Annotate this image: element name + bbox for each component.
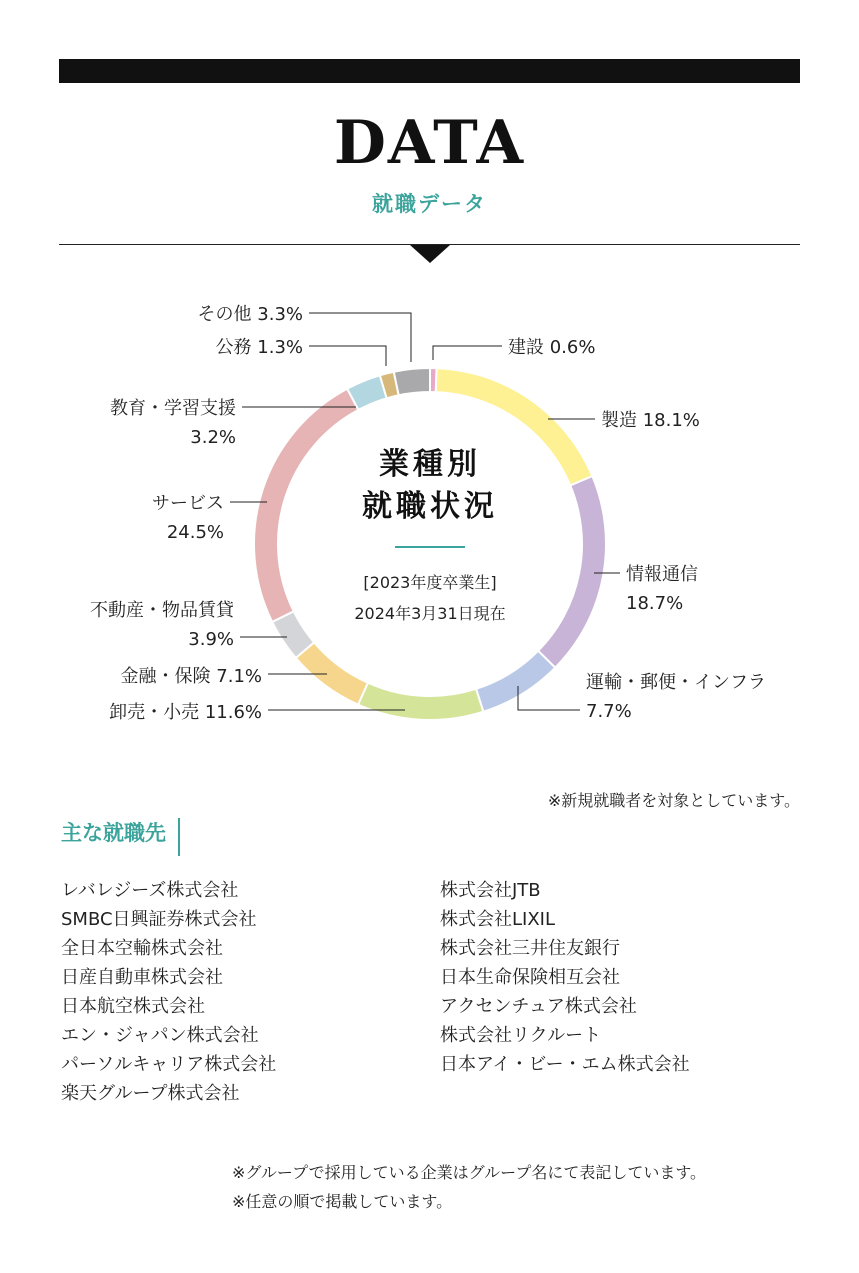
slice-7 [254,389,358,622]
slice-label: 建設 0.6% [508,337,596,358]
slice-label: 製造 18.1% [601,410,700,431]
slice-label: 金融・保険 7.1% [120,666,262,687]
company-item: レバレジーズ株式会社 [61,880,239,901]
company-item: 日本生命保険相互会社 [440,967,620,988]
company-item: アクセンチュア株式会社 [440,996,637,1017]
slice-10 [394,368,430,395]
footnote: ※グループで採用している企業はグループ名にて表記しています。 [232,1163,707,1182]
companies-list-left [61,876,276,1108]
company-item: 楽天グループ株式会社 [61,1083,240,1104]
company-item: 株式会社JTB [440,880,541,901]
slice-4 [358,683,483,720]
slice-label: その他 3.3% [197,304,303,325]
chart-note: ※新規就職者を対象としています。 [547,791,800,810]
page-title: DATA [333,108,526,178]
company-item: パーソルキャリア株式会社 [61,1054,277,1075]
company-item: エン・ジャパン株式会社 [61,1025,259,1046]
company-item: 株式会社リクルート [440,1025,602,1046]
company-item: 日産自動車株式会社 [61,967,223,988]
slice-label: 運輸・郵便・インフラ [586,672,766,693]
slice-5 [296,642,368,704]
slice-label: サービス [152,493,224,514]
slice-2 [538,476,606,668]
chart-subtitle: [2023年度卒業生] [363,573,497,592]
leader-line [309,346,386,366]
leader-line [433,346,502,360]
company-item: 日本航空株式会社 [61,996,205,1017]
leader-line [309,313,411,362]
slice-label: 教育・学習支援 [110,398,236,419]
company-item: 株式会社三井住友銀行 [440,938,620,959]
slice-label: 18.7% [626,593,684,614]
chart-subtitle: 2024年3月31日現在 [354,604,506,623]
company-item: 全日本空輸株式会社 [61,938,223,959]
chart-title: 業種別 [379,447,481,482]
slice-label: 7.7% [586,701,632,722]
company-item: SMBC日興証券株式会社 [61,909,257,930]
company-item: 日本アイ・ビー・エム株式会社 [440,1054,690,1075]
company-item: 株式会社LIXIL [440,909,556,930]
companies-heading: 主な就職先 [61,818,180,856]
slice-label: 不動産・物品賃貸 [90,600,234,621]
footnote: ※任意の順で掲載しています。 [232,1192,453,1211]
footnotes [232,1158,706,1216]
page-subtitle: 就職データ [372,192,487,216]
slice-label: 情報通信 [626,564,698,585]
slice-label: 3.2% [190,427,236,448]
slice-label: 公務 1.3% [215,337,303,358]
slice-label: 3.9% [188,629,234,650]
slice-3 [476,651,555,712]
slice-label: 卸売・小売 11.6% [109,702,262,723]
companies-list-right [440,876,690,1079]
chart-title: 就職状況 [362,489,498,524]
slice-label: 24.5% [166,522,224,543]
